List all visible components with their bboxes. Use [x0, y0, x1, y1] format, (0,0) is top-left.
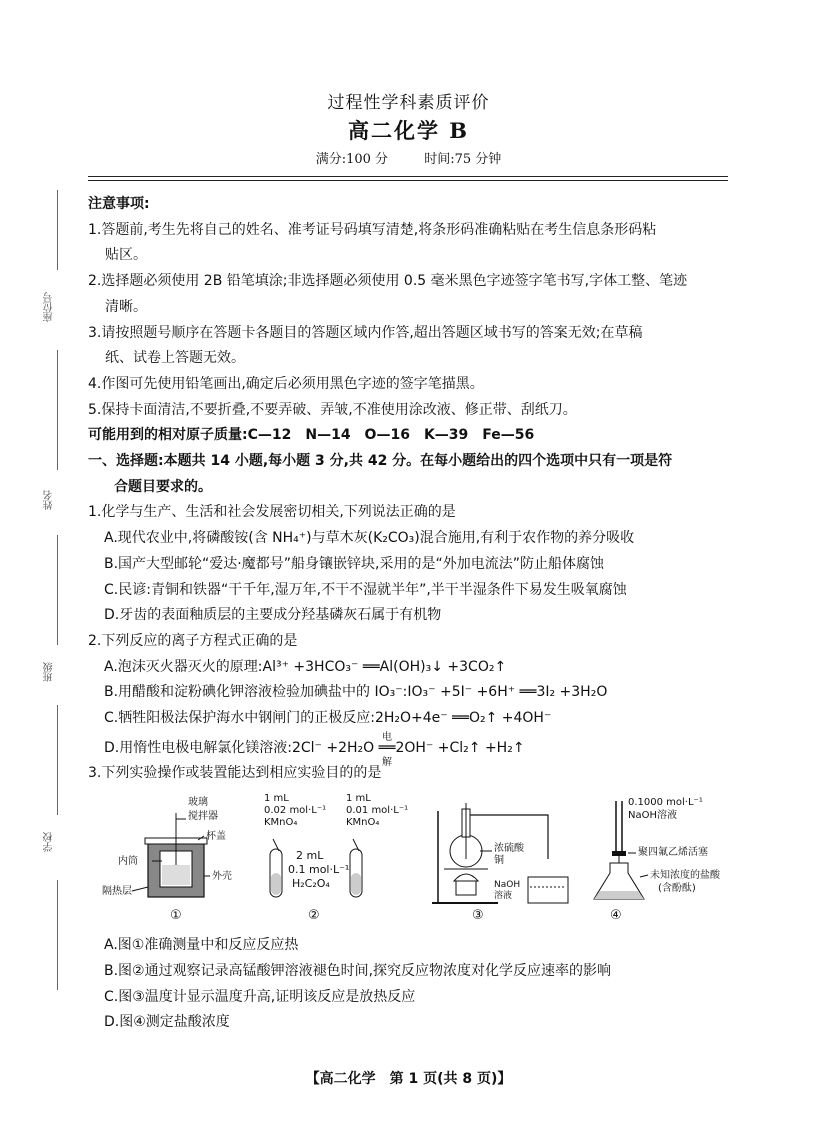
label-stopcock: 聚四氟乙烯活塞	[638, 847, 708, 859]
label-copper: 铜	[494, 855, 504, 867]
test-tube-right-liquid	[351, 873, 361, 895]
class-label: 班级	[44, 662, 55, 682]
section-heading-cont: 合题目要求的。	[114, 478, 212, 495]
label-solution: 溶液	[494, 891, 513, 902]
alcohol-lamp	[456, 881, 476, 895]
notice-item: 5.保持卡面清洁,不要折叠,不要弄破、弄皱,不准使用涂改液、修正带、刮纸刀。	[88, 401, 577, 418]
exam-subject-title: 高二化学 B	[347, 118, 470, 143]
label-naoh: NaOH	[494, 880, 521, 891]
label-volume-b: 1 mL	[346, 793, 371, 805]
atomic-mass-line: 可能用到的相对原子质量:C—12 N—14 O—16 K—39 Fe—56	[88, 427, 535, 444]
notice-item: 4.作图可先使用铅笔画出,确定后必须用黑色字迹的签字笔描黑。	[88, 375, 484, 392]
label-stirrer: 搅拌器	[188, 811, 218, 823]
question-1-option-c: C.民谚:青铜和铁器“干千年,湿万年,不干不湿就半年”,半干半湿条件下易发生吸氧腐蚀	[104, 581, 627, 598]
question-1-option-d: D.牙齿的表面釉质层的主要成分羟基磷灰石属于有机物	[104, 607, 442, 624]
seat-number-label: 座位号	[44, 292, 55, 322]
question-3-option-c: C.图③温度计显示温度升高,证明该反应是放热反应	[104, 988, 416, 1005]
question-1-stem: 1.化学与生产、生活和社会发展密切相关,下列说法正确的是	[88, 504, 456, 521]
label-glass: 玻璃	[188, 797, 208, 809]
name-label: 姓名	[44, 490, 55, 510]
test-tube-diagram	[264, 793, 408, 923]
label-reagent-c: H₂C₂O₄	[292, 877, 330, 891]
figure-2-number: ②	[308, 908, 320, 924]
label-naoh-solution: NaOH溶液	[628, 810, 677, 822]
label-volume-a: 1 mL	[264, 793, 289, 805]
figure-1-number: ①	[170, 908, 182, 924]
beaker	[528, 877, 568, 903]
label-concentration-c: 0.1 mol·L⁻¹	[288, 863, 350, 877]
question-2-option-d	[88, 731, 732, 769]
flask-liquid	[594, 891, 644, 899]
margin-line	[57, 880, 58, 990]
question-3-option-d: D.图④测定盐酸浓度	[104, 1014, 230, 1031]
reaction-flask-diagram	[432, 803, 568, 923]
notice-item: 2.选择题必须使用 2B 铅笔填涂;非选择题必须使用 0.5 毫米黑色字迹签字笔书写,字体工整、笔迹	[88, 273, 688, 290]
option-d-products: 2OH⁻ +Cl₂↑ +H₂↑	[395, 739, 525, 756]
question-2-stem: 2.下列反应的离子方程式正确的是	[88, 632, 298, 649]
question-3-option-a: A.图①准确测量中和反应反应热	[104, 937, 299, 954]
electrolysis-condition: 电解	[382, 731, 393, 769]
header-rule-thick	[88, 176, 728, 177]
notice-item: 清晰。	[105, 298, 147, 315]
question-3-option-b: B.图②通过观察记录高锰酸钾溶液褪色时间,探究反应物浓度对化学反应速率的影响	[104, 962, 612, 979]
label-naoh-concentration: 0.1000 mol·L⁻¹	[628, 797, 703, 809]
label-outer-shell: 外壳	[212, 871, 232, 883]
exam-time: 时间:75 分钟	[424, 152, 502, 167]
figure-4-number: ④	[610, 908, 622, 924]
notice-item: 纸、试卷上答题无效。	[105, 350, 245, 367]
alcohol-lamp-flame	[454, 874, 478, 881]
question-3-stem: 3.下列实验操作或装置能达到相应实验目的的是	[88, 765, 382, 782]
binding-margin	[42, 190, 72, 990]
margin-line	[57, 705, 58, 815]
titration-diagram	[594, 797, 721, 923]
label-inner-cup: 内筒	[118, 856, 138, 868]
label-insulation: 隔热层	[102, 886, 132, 898]
label-volume-c: 2 mL	[296, 849, 324, 863]
leader-line	[640, 875, 648, 877]
header-rule-thin	[88, 180, 728, 181]
notice-item: 贴区。	[105, 247, 147, 264]
question-1-option-a: A.现代农业中,将磷酸铵(含 NH₄⁺)与草木灰(K₂CO₃)混合施用,有利于农作物的养分吸收	[104, 530, 635, 547]
question-1-option-b: B.国产大型邮轮“爱达·魔都号”船身镶嵌锌块,采用的是“外加电流法”防止船体腐蚀	[104, 555, 604, 572]
school-label: 学校	[44, 832, 55, 852]
question-2-option-c: C.牺牲阳极法保护海水中钢闸门的正极反应:2H₂O+4e⁻ ══O₂↑ +4OH⁻	[104, 710, 552, 727]
label-phenolphthalein: (含酚酞)	[658, 883, 696, 895]
label-reagent-b: KMnO₄	[346, 817, 380, 829]
label-reagent-a: KMnO₄	[264, 817, 298, 829]
exam-content	[88, 192, 732, 1036]
exam-series-title: 过程性学科素质评价	[327, 93, 490, 113]
notice-title: 注意事项:	[88, 196, 150, 212]
option-d-prefix: D.用惰性电极电解氯化镁溶液:2Cl⁻ +2H₂O	[104, 739, 379, 756]
label-unknown-acid: 未知浓度的盐酸	[650, 870, 720, 882]
leader-line	[132, 887, 148, 891]
label-conc-sulfuric-acid: 浓硫酸	[494, 843, 524, 855]
ptfe-stopcock	[612, 851, 626, 856]
test-tube-left-liquid	[271, 873, 281, 895]
notice-item: 3.请按照题号顺序在答题卡各题目的答题区域内作答,超出答题区域书写的答案无效;在草稿	[88, 324, 643, 341]
notice-item: 1.答题前,考生先将自己的姓名、准考证号码填写清楚,将条形码准确粘贴在考生信息条形码粘	[88, 221, 657, 238]
question-2-option-b: B.用醋酸和淀粉碘化钾溶液检验加碘盐中的 IO₃⁻:IO₃⁻ +5I⁻ +6H⁺ ══3I₂ +3H₂O	[104, 684, 608, 701]
label-lid: 杯盖	[206, 831, 226, 843]
margin-line	[57, 190, 58, 270]
full-score: 满分:100 分	[315, 152, 389, 167]
label-concentration-b: 0.01 mol·L⁻¹	[346, 805, 409, 817]
margin-line	[57, 535, 58, 645]
page-footer: 【高二化学 第 1 页(共 8 页)】	[305, 1071, 512, 1087]
calorimeter-diagram	[102, 795, 232, 923]
question-2-option-a: A.泡沫灭火器灭火的原理:Al³⁺ +3HCO₃⁻ ══Al(OH)₃↓ +3CO₂↑	[104, 658, 507, 675]
equals-sign: ══	[378, 739, 396, 756]
figure-3-number: ③	[472, 908, 484, 924]
apparatus-diagrams	[88, 791, 732, 929]
section-heading: 一、选择题:本题共 14 小题,每小题 3 分,共 42 分。在每小题给出的四个选项中只有一项是符	[88, 453, 673, 470]
margin-line	[57, 350, 58, 470]
calorimeter-solution	[162, 865, 190, 885]
label-concentration-a: 0.02 mol·L⁻¹	[264, 805, 327, 817]
electrolysis-arrow	[378, 731, 396, 769]
exam-meta	[0, 148, 817, 167]
question-3-figure	[88, 791, 732, 929]
